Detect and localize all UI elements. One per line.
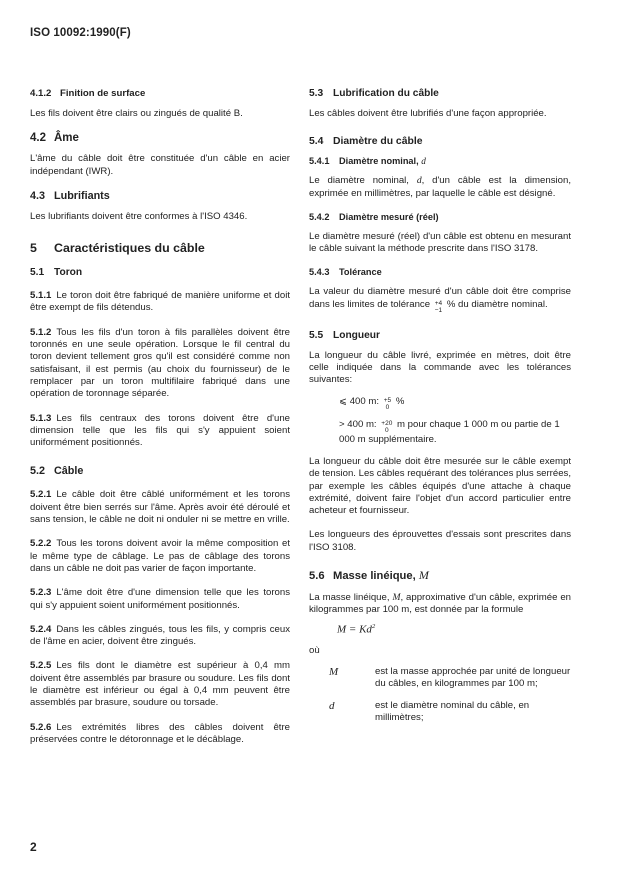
paragraph: 5.2.1 Le câble doit être câblé uniformément et les torons doivent être bien serrés sur l'âme. Après avoir été déroulé et sans tension, le câble ne doit ni onduler ni se mettre en vrille. xyxy=(30,489,290,526)
section-heading: 4.2 Âme xyxy=(30,132,79,145)
paragraph: Le diamètre mesuré (réel) d'un câble est obtenu en mesurant le câble suivant la méthode prescrite dans l'ISO 3178. xyxy=(309,230,571,255)
tolerance-item: > 400 m: +20 0 m pour chaque 1 000 m ou partie de 1 000 m supplémentaire. xyxy=(339,418,560,445)
paragraph: Les fils doivent être clairs ou zingués de qualité B. xyxy=(30,108,243,119)
section-heading: 5.4 Diamètre du câble xyxy=(309,136,423,148)
section-heading: 4.1.2 Finition de surface xyxy=(30,88,146,99)
section-heading: 5.3 Lubrification du câble xyxy=(309,88,439,99)
paragraph: La longueur du câble livré, exprimée en mètres, doit être celle indiquée dans la commande avec les tolérances suivantes: xyxy=(309,349,571,386)
paragraph: Les longueurs des éprouvettes d'essais sont prescrites dans l'ISO 3108. xyxy=(309,529,571,553)
definition-row: M est la masse approchée par unité de longueur du câbles, en kilogrammes par 100 m; xyxy=(329,665,571,689)
paragraph: Les câbles doivent être lubrifiés d'une façon appropriée. xyxy=(309,108,547,119)
paragraph: 5.1.2 Tous les fils d'un toron à fils parallèles doivent être toronnés en une seule opération. Lorsque le fil central du toron devient tellement gros qu'il est considéré comme non satisfaisant, il est permis (au choix du fournisseur) de le remplacer par un toron multifilaire fabriqué dans une opération de toronnage séparée. xyxy=(30,326,290,400)
formula: $M = Kd^2$ xyxy=(337,622,376,636)
paragraph: Les lubrifiants doivent être conformes à l'ISO 4346. xyxy=(30,210,248,222)
paragraph: La valeur du diamètre mesuré d'un câble doit être comprise dans les limites de tolérance +4 −1 % du diamètre nominal. xyxy=(309,286,571,314)
paragraph: 5.1.1 Le toron doit être fabriqué de manière uniforme et doit être exempt de fils détendus. xyxy=(30,290,290,314)
definition-row: d est le diamètre nominal du câble, en millimètres; xyxy=(329,700,530,724)
page-number: 2 xyxy=(30,840,37,854)
paragraph: 5.2.3 L'âme doit être d'une dimension telle que les torons qui s'y appuient soient uniformément positionnés. xyxy=(30,587,290,611)
section-heading: 5.2 Câble xyxy=(30,465,84,478)
section-heading: 5.4.2 Diamètre mesuré (réel) xyxy=(309,211,439,222)
section-heading: 5.6 Masse linéique, M xyxy=(309,568,429,583)
paragraph: Le diamètre nominal, d, d'un câble est la dimension, exprimée en millimètres, par laquelle le câble est désigné. xyxy=(309,175,571,199)
tolerance: +4 −1 xyxy=(434,299,443,314)
paragraph: L'âme du câble doit être constituée d'un câble en acier indépendant (IWR). xyxy=(30,153,290,177)
left-column xyxy=(30,88,290,758)
section-heading: 5.5 Longueur xyxy=(309,329,380,341)
paragraph: 5.2.6 Les extrémités libres des câbles doivent être préservées contre le détoronnage et le décâblage. xyxy=(30,721,290,745)
paragraph: La masse linéique, M, approximative d'un câble, exprimée en kilogrammes par 100 m, est donnée par la formule xyxy=(309,592,571,616)
chapter-heading: 5 Caractéristiques du câble xyxy=(30,241,205,256)
section-heading: 5.1 Toron xyxy=(30,267,83,279)
paragraph: 5.2.4 Dans les câbles zingués, tous les fils, y compris ceux de l'âme en acier, doivent être zingués. xyxy=(30,623,290,648)
section-heading: 5.4.3 Tolérance xyxy=(309,267,382,278)
paragraph: 5.2.5 Les fils dont le diamètre est supérieur à 0,4 mm doivent être assemblés par brasure ou soudure. Les fils dont le diamètre est inférieur ou égal à 0,4 mm peuvent être assemblés par brasure, soudure ou torsade. xyxy=(30,660,290,709)
document-header: ISO 10092:1990(F) xyxy=(30,27,131,39)
tolerance-item: ⩽ 400 m: +5 0 % xyxy=(339,395,405,411)
section-heading: 5.4.1 Diamètre nominal, d xyxy=(309,156,426,167)
where-label: où xyxy=(309,645,320,657)
right-column xyxy=(309,88,571,735)
section-heading: 4.3 Lubrifiants xyxy=(30,189,110,202)
paragraph: 5.1.3 Les fils centraux des torons doivent être d'une dimension telle que les fils qui s'y appuient soient uniformément positionnés. xyxy=(30,412,290,449)
paragraph: 5.2.2 Tous les torons doivent avoir la même composition et le même type de câblage. Le pas de câblage des torons dans un câble ne doit pas varier de façon importante. xyxy=(30,538,290,574)
paragraph: La longueur du câble doit être mesurée sur le câble exempt de tension. Les câbles requérant des tolérances plus serrées, par exemple les câbles équipés d'une attache à chaque extrémité, doivent faire l'objet d'un accord particulier entre acheteur et fournisseur. xyxy=(309,455,571,517)
